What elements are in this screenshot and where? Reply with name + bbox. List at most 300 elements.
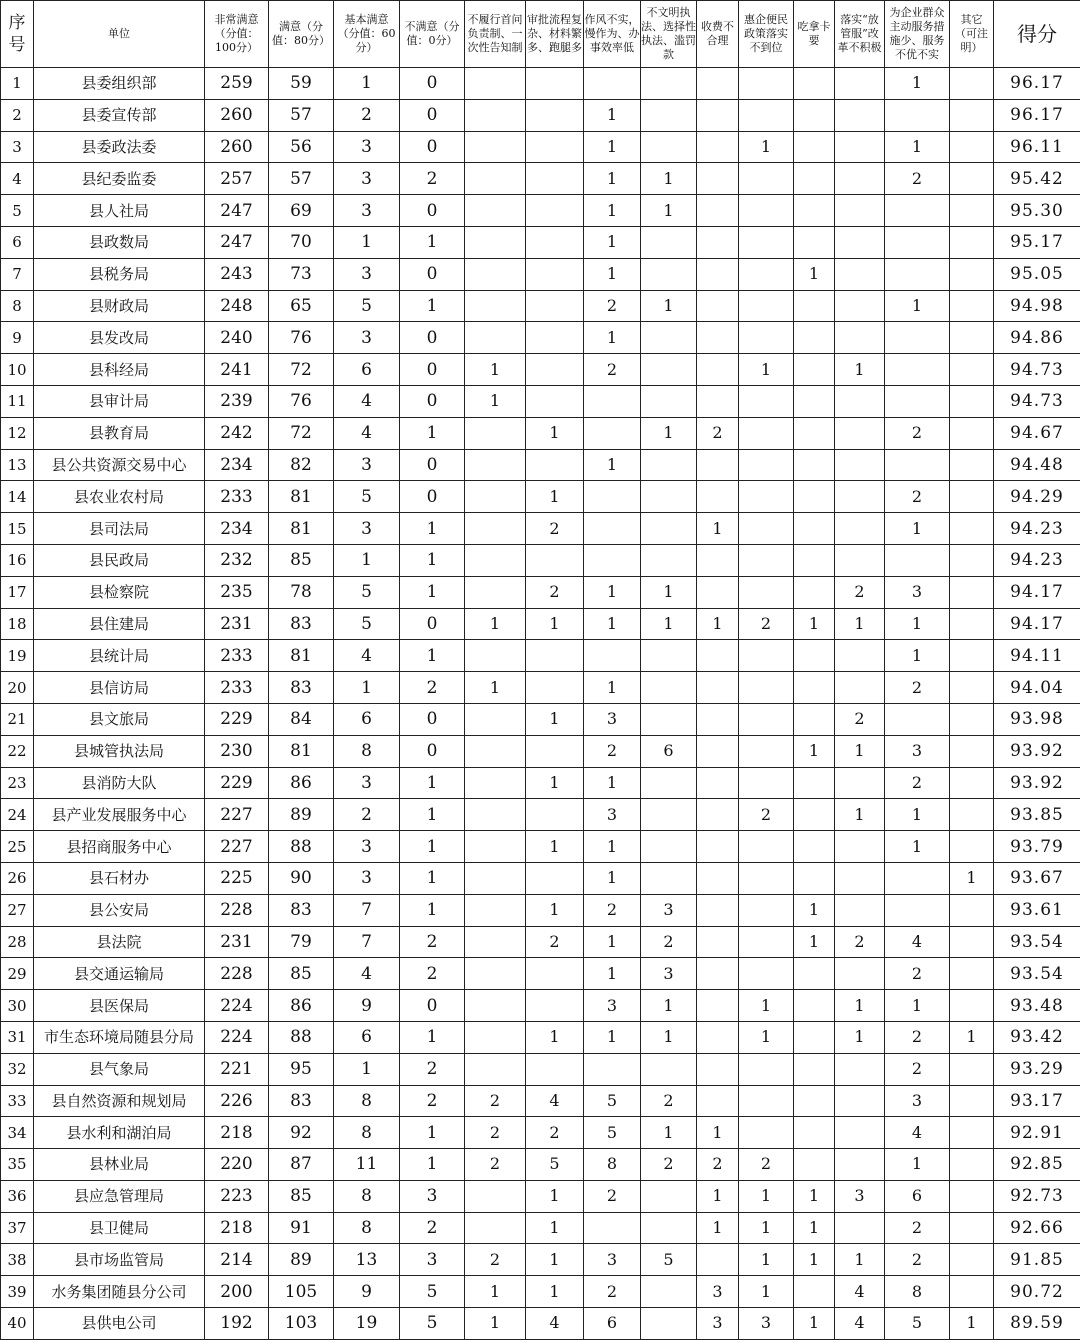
very-satisfied-count: 224 (205, 1021, 269, 1053)
unsatisfied-count: 0 (400, 385, 465, 417)
issue-count (697, 481, 739, 513)
issue-count (526, 672, 584, 704)
issue-count (794, 322, 835, 354)
issue-count: 2 (885, 672, 950, 704)
score-value: 94.11 (994, 640, 1080, 672)
issue-count (950, 1117, 994, 1149)
issue-count (885, 544, 950, 576)
unit-name: 县政数局 (34, 226, 205, 258)
very-satisfied-count: 234 (205, 513, 269, 545)
issue-count (697, 99, 739, 131)
header-issue-complex-approval: 审批流程复杂、材料繁多、跑腿多 (526, 1, 584, 68)
issue-count (641, 767, 697, 799)
satisfied-count: 72 (269, 354, 334, 386)
header-unit: 单位 (34, 1, 205, 68)
issue-count: 1 (584, 163, 641, 195)
issue-count (641, 385, 697, 417)
unsatisfied-count: 1 (400, 799, 465, 831)
table-row (1, 1308, 1080, 1340)
satisfied-count: 83 (269, 894, 334, 926)
basic-satisfied-count: 5 (334, 576, 400, 608)
issue-count (835, 226, 885, 258)
very-satisfied-count: 200 (205, 1276, 269, 1308)
issue-count (465, 990, 526, 1022)
very-satisfied-count: 248 (205, 290, 269, 322)
issue-count: 2 (885, 958, 950, 990)
issue-count (641, 481, 697, 513)
unit-name: 县住建局 (34, 608, 205, 640)
row-no: 3 (1, 131, 34, 163)
very-satisfied-count: 233 (205, 640, 269, 672)
issue-count: 1 (465, 672, 526, 704)
header-issue-slow-work: 作风不实，慢作为、办事效率低 (584, 1, 641, 68)
table-row (1, 226, 1080, 258)
issue-count: 3 (835, 1180, 885, 1212)
table-row (1, 258, 1080, 290)
issue-count (739, 226, 794, 258)
row-no: 38 (1, 1244, 34, 1276)
row-no: 14 (1, 481, 34, 513)
issue-count: 1 (465, 385, 526, 417)
issue-count: 2 (697, 1149, 739, 1181)
issue-count (885, 385, 950, 417)
unit-name: 县信访局 (34, 672, 205, 704)
unit-name: 县统计局 (34, 640, 205, 672)
table-row (1, 322, 1080, 354)
row-no: 7 (1, 258, 34, 290)
header-satisfied: 满意（分值：80分） (269, 1, 334, 68)
issue-count: 1 (885, 290, 950, 322)
issue-count: 1 (697, 1212, 739, 1244)
issue-count: 2 (641, 1085, 697, 1117)
issue-count (526, 258, 584, 290)
issue-count (526, 226, 584, 258)
row-no: 11 (1, 385, 34, 417)
issue-count (950, 1180, 994, 1212)
basic-satisfied-count: 9 (334, 990, 400, 1022)
very-satisfied-count: 242 (205, 417, 269, 449)
issue-count (584, 68, 641, 100)
unit-name: 县民政局 (34, 544, 205, 576)
satisfied-count: 86 (269, 990, 334, 1022)
very-satisfied-count: 232 (205, 544, 269, 576)
row-no: 10 (1, 354, 34, 386)
satisfied-count: 85 (269, 1180, 334, 1212)
issue-count: 1 (526, 1244, 584, 1276)
issue-count: 1 (794, 894, 835, 926)
issue-count: 1 (526, 1276, 584, 1308)
issue-count (739, 1085, 794, 1117)
table-row (1, 926, 1080, 958)
basic-satisfied-count: 3 (334, 163, 400, 195)
unit-name: 县税务局 (34, 258, 205, 290)
issue-count (950, 1085, 994, 1117)
score-value: 93.17 (994, 1085, 1080, 1117)
issue-count (794, 99, 835, 131)
issue-count (697, 576, 739, 608)
issue-count: 2 (739, 799, 794, 831)
issue-count: 1 (697, 513, 739, 545)
issue-count (835, 513, 885, 545)
unit-name: 县水利和湖泊局 (34, 1117, 205, 1149)
issue-count (739, 894, 794, 926)
satisfied-count: 82 (269, 449, 334, 481)
issue-count: 2 (465, 1117, 526, 1149)
issue-count: 1 (526, 767, 584, 799)
satisfied-count: 73 (269, 258, 334, 290)
issue-count (794, 767, 835, 799)
unsatisfied-count: 0 (400, 449, 465, 481)
issue-count: 3 (641, 958, 697, 990)
issue-count: 1 (641, 290, 697, 322)
issue-count (641, 1180, 697, 1212)
row-no: 15 (1, 513, 34, 545)
issue-count (794, 68, 835, 100)
row-no: 34 (1, 1117, 34, 1149)
issue-count (641, 354, 697, 386)
table-row (1, 990, 1080, 1022)
issue-count: 1 (794, 926, 835, 958)
issue-count: 1 (584, 226, 641, 258)
issue-count (794, 131, 835, 163)
basic-satisfied-count: 8 (334, 735, 400, 767)
issue-count (641, 672, 697, 704)
issue-count (794, 385, 835, 417)
score-value: 92.91 (994, 1117, 1080, 1149)
basic-satisfied-count: 1 (334, 672, 400, 704)
table-row (1, 1053, 1080, 1085)
issue-count: 2 (465, 1244, 526, 1276)
basic-satisfied-count: 4 (334, 958, 400, 990)
issue-count (739, 513, 794, 545)
issue-count (885, 258, 950, 290)
basic-satisfied-count: 3 (334, 513, 400, 545)
issue-count: 1 (835, 608, 885, 640)
basic-satisfied-count: 4 (334, 640, 400, 672)
unit-name: 县市场监管局 (34, 1244, 205, 1276)
row-no: 24 (1, 799, 34, 831)
basic-satisfied-count: 1 (334, 1053, 400, 1085)
basic-satisfied-count: 6 (334, 354, 400, 386)
issue-count: 2 (641, 926, 697, 958)
satisfied-count: 81 (269, 481, 334, 513)
issue-count (835, 1085, 885, 1117)
issue-count (697, 990, 739, 1022)
score-value: 93.85 (994, 799, 1080, 831)
issue-count (526, 68, 584, 100)
issue-count (465, 544, 526, 576)
basic-satisfied-count: 3 (334, 862, 400, 894)
issue-count: 4 (835, 1276, 885, 1308)
issue-count: 8 (584, 1149, 641, 1181)
issue-count (835, 767, 885, 799)
very-satisfied-count: 218 (205, 1212, 269, 1244)
unsatisfied-count: 0 (400, 195, 465, 227)
issue-count: 3 (584, 799, 641, 831)
issue-count (465, 481, 526, 513)
issue-count: 4 (526, 1308, 584, 1340)
issue-count: 1 (526, 831, 584, 863)
header-very-satisfied: 非常满意（分值：100分） (205, 1, 269, 68)
issue-count: 1 (885, 1149, 950, 1181)
issue-count: 2 (885, 163, 950, 195)
issue-count (697, 195, 739, 227)
issue-count: 2 (465, 1085, 526, 1117)
issue-count (465, 703, 526, 735)
very-satisfied-count: 230 (205, 735, 269, 767)
issue-count (641, 131, 697, 163)
issue-count (835, 1149, 885, 1181)
issue-count: 1 (835, 1244, 885, 1276)
row-no: 29 (1, 958, 34, 990)
issue-count (584, 1053, 641, 1085)
issue-count (465, 862, 526, 894)
issue-count (465, 417, 526, 449)
issue-count (794, 290, 835, 322)
unsatisfied-count: 0 (400, 354, 465, 386)
table-row (1, 894, 1080, 926)
issue-count (794, 831, 835, 863)
score-value: 93.98 (994, 703, 1080, 735)
score-value: 93.61 (994, 894, 1080, 926)
row-no: 40 (1, 1308, 34, 1340)
basic-satisfied-count: 3 (334, 831, 400, 863)
very-satisfied-count: 226 (205, 1085, 269, 1117)
issue-count (739, 163, 794, 195)
table-row (1, 544, 1080, 576)
issue-count (526, 290, 584, 322)
issue-count (835, 385, 885, 417)
issue-count (465, 1053, 526, 1085)
row-no: 32 (1, 1053, 34, 1085)
issue-count: 1 (794, 1244, 835, 1276)
issue-count (526, 449, 584, 481)
issue-count (950, 703, 994, 735)
unit-name: 县委政法委 (34, 131, 205, 163)
issue-count (950, 767, 994, 799)
table-row (1, 1149, 1080, 1181)
unit-name: 县科经局 (34, 354, 205, 386)
issue-count (950, 322, 994, 354)
row-no: 21 (1, 703, 34, 735)
issue-count (697, 1021, 739, 1053)
issue-count (739, 1117, 794, 1149)
issue-count (835, 417, 885, 449)
issue-count (465, 99, 526, 131)
issue-count: 2 (641, 1149, 697, 1181)
unsatisfied-count: 1 (400, 894, 465, 926)
issue-count: 5 (641, 1244, 697, 1276)
satisfied-count: 95 (269, 1053, 334, 1085)
issue-count: 2 (526, 576, 584, 608)
issue-count (950, 195, 994, 227)
issue-count (835, 258, 885, 290)
row-no: 2 (1, 99, 34, 131)
header-issue-policy-not-implemented: 惠企便民政策落实不到位 (739, 1, 794, 68)
table-row (1, 417, 1080, 449)
issue-count (950, 290, 994, 322)
table-row (1, 958, 1080, 990)
unsatisfied-count: 1 (400, 1117, 465, 1149)
basic-satisfied-count: 13 (334, 1244, 400, 1276)
score-value: 96.11 (994, 131, 1080, 163)
issue-count: 1 (584, 672, 641, 704)
table-row (1, 1021, 1080, 1053)
unsatisfied-count: 2 (400, 1212, 465, 1244)
header-basic-satisfied: 基本满意（分值：60分） (334, 1, 400, 68)
score-value: 95.42 (994, 163, 1080, 195)
score-value: 94.98 (994, 290, 1080, 322)
score-value: 93.29 (994, 1053, 1080, 1085)
issue-count: 2 (835, 703, 885, 735)
very-satisfied-count: 228 (205, 894, 269, 926)
issue-count: 1 (641, 990, 697, 1022)
issue-count (835, 322, 885, 354)
satisfied-count: 87 (269, 1149, 334, 1181)
issue-count: 1 (526, 481, 584, 513)
issue-count: 3 (584, 990, 641, 1022)
unit-name: 县交通运输局 (34, 958, 205, 990)
very-satisfied-count: 247 (205, 195, 269, 227)
satisfied-count: 88 (269, 831, 334, 863)
issue-count (739, 1053, 794, 1085)
issue-count (465, 894, 526, 926)
issue-count (835, 68, 885, 100)
unit-name: 县人社局 (34, 195, 205, 227)
row-no: 8 (1, 290, 34, 322)
issue-count: 1 (526, 608, 584, 640)
issue-count: 5 (584, 1085, 641, 1117)
very-satisfied-count: 257 (205, 163, 269, 195)
unit-name: 县纪委监委 (34, 163, 205, 195)
issue-count (584, 481, 641, 513)
issue-count (697, 894, 739, 926)
very-satisfied-count: 243 (205, 258, 269, 290)
issue-count: 4 (526, 1085, 584, 1117)
basic-satisfied-count: 5 (334, 481, 400, 513)
score-value: 89.59 (994, 1308, 1080, 1340)
unit-name: 县检察院 (34, 576, 205, 608)
issue-count: 1 (950, 1308, 994, 1340)
issue-count (950, 513, 994, 545)
row-no: 18 (1, 608, 34, 640)
issue-count (950, 1053, 994, 1085)
unsatisfied-count: 1 (400, 1149, 465, 1181)
issue-count (697, 226, 739, 258)
satisfied-count: 81 (269, 735, 334, 767)
issue-count (835, 1053, 885, 1085)
satisfied-count: 79 (269, 926, 334, 958)
score-value: 94.17 (994, 608, 1080, 640)
unit-name: 县消防大队 (34, 767, 205, 799)
basic-satisfied-count: 6 (334, 1021, 400, 1053)
issue-count: 2 (885, 1244, 950, 1276)
basic-satisfied-count: 19 (334, 1308, 400, 1340)
issue-count (835, 672, 885, 704)
issue-count: 1 (465, 608, 526, 640)
issue-count: 2 (465, 1149, 526, 1181)
table-row (1, 449, 1080, 481)
unsatisfied-count: 0 (400, 990, 465, 1022)
unit-name: 县教育局 (34, 417, 205, 449)
issue-count (526, 640, 584, 672)
unit-name: 县法院 (34, 926, 205, 958)
table-row (1, 1212, 1080, 1244)
table-row (1, 163, 1080, 195)
row-no: 37 (1, 1212, 34, 1244)
row-no: 16 (1, 544, 34, 576)
issue-count (739, 385, 794, 417)
unit-name: 县卫健局 (34, 1212, 205, 1244)
basic-satisfied-count: 4 (334, 385, 400, 417)
issue-count: 1 (835, 735, 885, 767)
issue-count (794, 799, 835, 831)
unit-name: 县农业农村局 (34, 481, 205, 513)
issue-count (697, 68, 739, 100)
issue-count (526, 99, 584, 131)
issue-count (465, 1021, 526, 1053)
very-satisfied-count: 234 (205, 449, 269, 481)
issue-count: 2 (885, 1053, 950, 1085)
issue-count: 1 (584, 1021, 641, 1053)
issue-count (526, 354, 584, 386)
satisfied-count: 83 (269, 1085, 334, 1117)
issue-count (739, 703, 794, 735)
score-value: 94.48 (994, 449, 1080, 481)
unit-name: 县财政局 (34, 290, 205, 322)
issue-count (526, 163, 584, 195)
issue-count: 3 (885, 576, 950, 608)
issue-count: 1 (641, 163, 697, 195)
satisfied-count: 76 (269, 385, 334, 417)
issue-count (950, 735, 994, 767)
satisfied-count: 78 (269, 576, 334, 608)
issue-count: 2 (739, 1149, 794, 1181)
issue-count (465, 68, 526, 100)
issue-count: 6 (641, 735, 697, 767)
issue-count (465, 958, 526, 990)
row-no: 22 (1, 735, 34, 767)
issue-count (465, 1212, 526, 1244)
issue-count (835, 131, 885, 163)
very-satisfied-count: 223 (205, 1180, 269, 1212)
issue-count (950, 258, 994, 290)
score-value: 91.85 (994, 1244, 1080, 1276)
issue-count: 2 (835, 926, 885, 958)
issue-count: 1 (794, 1180, 835, 1212)
issue-count: 2 (885, 1021, 950, 1053)
issue-count (697, 322, 739, 354)
issue-count: 2 (526, 513, 584, 545)
issue-count (584, 513, 641, 545)
issue-count: 1 (739, 1021, 794, 1053)
score-value: 94.67 (994, 417, 1080, 449)
issue-count (739, 195, 794, 227)
basic-satisfied-count: 3 (334, 322, 400, 354)
issue-count (794, 640, 835, 672)
header-no: 序号 (1, 1, 34, 68)
very-satisfied-count: 231 (205, 926, 269, 958)
issue-count: 1 (526, 1212, 584, 1244)
issue-count: 2 (885, 767, 950, 799)
very-satisfied-count: 220 (205, 1149, 269, 1181)
basic-satisfied-count: 3 (334, 258, 400, 290)
basic-satisfied-count: 1 (334, 544, 400, 576)
unit-name: 县城管执法局 (34, 735, 205, 767)
issue-count (697, 926, 739, 958)
satisfied-count: 85 (269, 958, 334, 990)
issue-count (885, 894, 950, 926)
